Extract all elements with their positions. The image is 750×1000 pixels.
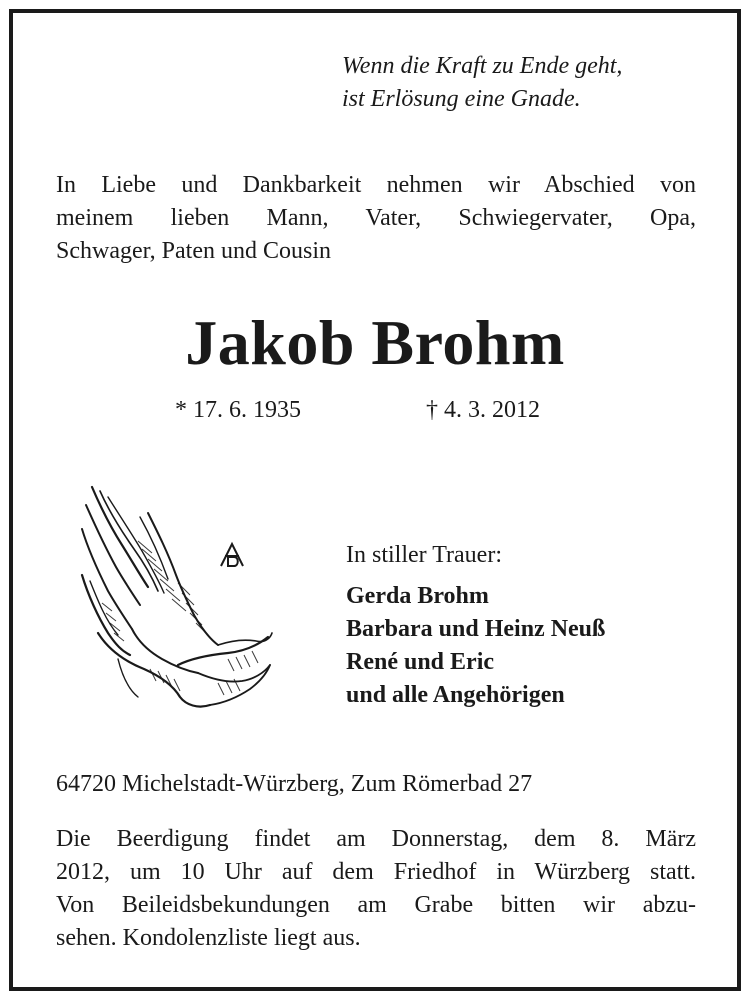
mourner-name: Barbara und Heinz Neuß xyxy=(346,616,606,642)
family-address: 64720 Michelstadt-Würzberg, Zum Römerbad 27 xyxy=(56,771,533,797)
intro-line-1: In Liebe und Dankbarkeit nehmen wir Abschied von xyxy=(56,172,696,198)
praying-hands-icon xyxy=(78,483,273,715)
motto-line-1: Wenn die Kraft zu Ende geht, xyxy=(342,53,623,79)
funeral-line-1: Die Beerdigung findet am Donnerstag, dem 8. März xyxy=(56,826,696,852)
motto-line-2: ist Erlösung eine Gnade. xyxy=(342,86,581,112)
funeral-line-3: Von Beileidsbekundungen am Grabe bitten wir abzu- xyxy=(56,892,696,918)
funeral-line-4: sehen. Kondolenzliste liegt aus. xyxy=(56,925,361,951)
motto-quote xyxy=(342,50,702,116)
funeral-notice xyxy=(56,823,696,955)
intro-text xyxy=(56,169,696,268)
durer-monogram-icon xyxy=(218,541,246,569)
intro-line-3: Schwager, Paten und Cousin xyxy=(56,238,332,264)
death-date: † 4. 3. 2012 xyxy=(426,397,540,423)
mourner-name: Gerda Brohm xyxy=(346,583,489,609)
birth-date: * 17. 6. 1935 xyxy=(175,397,301,423)
funeral-line-2: 2012, um 10 Uhr auf dem Friedhof in Würzberg statt. xyxy=(56,859,696,885)
mourning-label: In stiller Trauer: xyxy=(346,542,502,568)
mourner-name: René und Eric xyxy=(346,649,495,675)
mourner-name: und alle Angehörigen xyxy=(346,682,565,708)
intro-line-2: meinem lieben Mann, Vater, Schwiegervater, Opa, xyxy=(56,205,696,231)
deceased-name: Jakob Brohm xyxy=(185,307,565,378)
mourners-list xyxy=(346,580,605,712)
